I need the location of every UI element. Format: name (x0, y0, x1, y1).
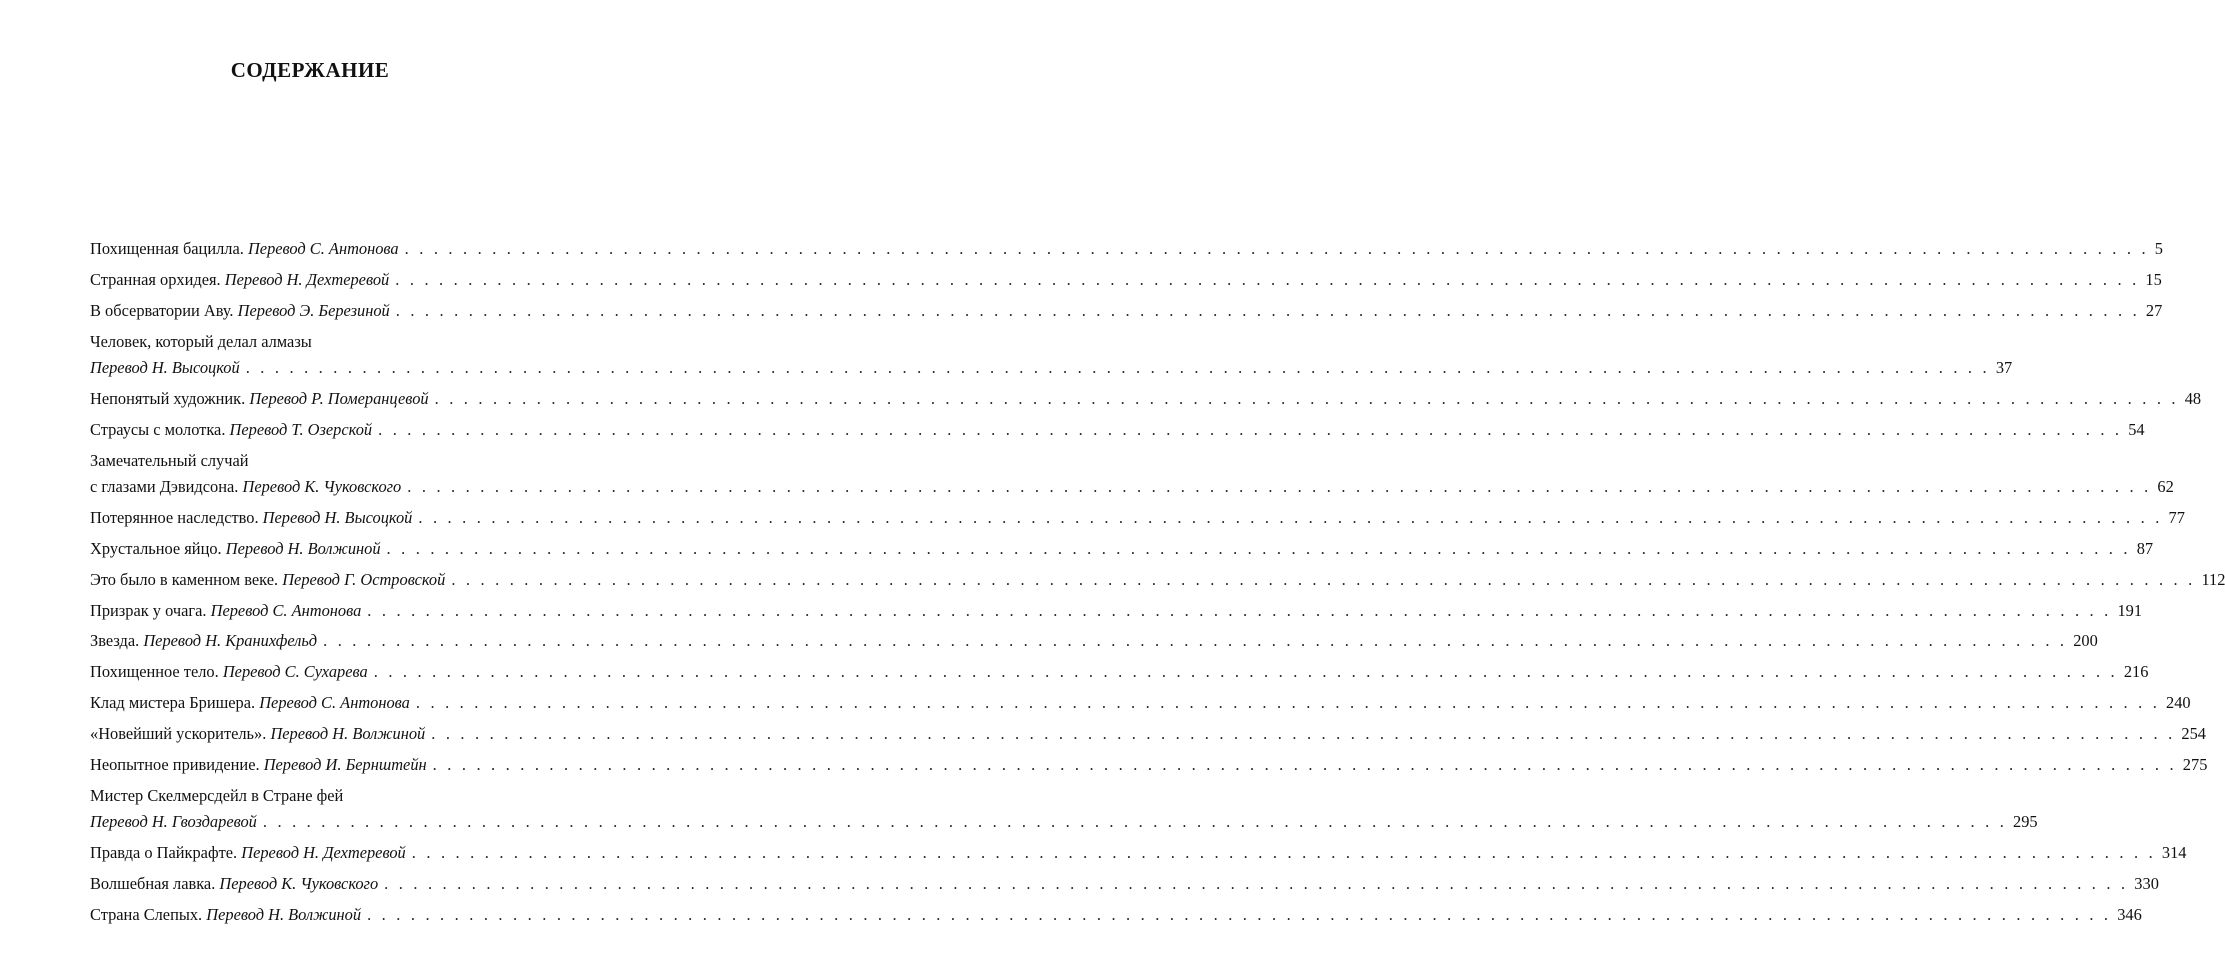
toc-entry-page-number: 314 (2161, 843, 2187, 863)
toc-entry-text (90, 871, 378, 897)
toc-entry-translator: Перевод К. Чуковского (242, 476, 402, 496)
toc-entry-row (90, 690, 2191, 716)
toc-entry-text (90, 752, 427, 778)
dot-leader: . . . . . . . . . . . . . . . . . . . . . . . . . . . . . . . . . . . . . . . . . . . . . . . . . . . . . . . . . . . . . . . . . . . . . . . . . . . . . . . . . . . . . . . . . . . . . . . . . . . . . . . . . . . . . . . . . . . . . . . . (262, 812, 2008, 832)
toc-entry (90, 628, 2098, 654)
toc-entry-title: Похищенное тело. (90, 662, 219, 682)
dot-leader: . . . . . . . . . . . . . . . . . . . . . . . . . . . . . . . . . . . . . . . . . . . . . . . . . . . . . . . . . . . . . . . . . . . . . . . . . . . . . . . . . . . . . . . . . . . . . . . . . . . . . . . . . . . . . . . . . . . . . . . . (434, 388, 2179, 408)
toc-entry (90, 386, 2202, 412)
toc-entry-page-number: 330 (2134, 873, 2159, 893)
toc-entry-text (90, 474, 401, 500)
toc-entry-translator: Перевод Н. Гвоздаревой (90, 812, 257, 832)
dot-leader: . . . . . . . . . . . . . . . . . . . . . . . . . . . . . . . . . . . . . . . . . . . . . . . . . . . . . . . . . . . . . . . . . . . . . . . . . . . . . . . . . . . . . . . . . . . . . . . . . . . . . . . . . . . . . . . . . . . . . . . . (367, 904, 2112, 924)
toc-entry-title: Похищенная бацилла. (90, 239, 244, 258)
dot-leader: . . . . . . . . . . . . . . . . . . . . . . . . . . . . . . . . . . . . . . . . . . . . . . . . . . . . . . . . . . . . . . . . . . . . . . . . . . . . . . . . . . . . . . . . . . . . . . . . . . . . . . . . . . . . . . . . . . . . . . . . (451, 569, 2196, 589)
toc-entry-translator: Перевод С. Антонова (247, 239, 399, 258)
toc-entry-row (90, 567, 2225, 593)
toc-entry-title: Волшебная лавка. (90, 873, 216, 893)
toc-entry-text (90, 902, 361, 928)
toc-entry-translator: Перевод Н. Кранихфельд (143, 631, 318, 651)
toc-entry-row (90, 598, 2143, 624)
toc-entry-row (90, 236, 2163, 262)
toc-entry-page-number: 37 (1995, 357, 2013, 377)
toc-entry-row (90, 505, 2185, 531)
toc-entry (90, 505, 2185, 531)
dot-leader: . . . . . . . . . . . . . . . . . . . . . . . . . . . . . . . . . . . . . . . . . . . . . . . . . . . . . . . . . . . . . . . . . . . . . . . . . . . . . . . . . . . . . . . . . . . . . . . . . . . . . . . . . . . . . . . . . . . . . . . . (395, 269, 2140, 289)
toc-entry-translator: Перевод Т. Озерской (229, 419, 373, 439)
toc-entry-title: Звезда. (90, 631, 140, 651)
toc-entry (90, 567, 2225, 593)
dot-leader: . . . . . . . . . . . . . . . . . . . . . . . . . . . . . . . . . . . . . . . . . . . . . . . . . . . . . . . . . . . . . . . . . . . . . . . . . . . . . . . . . . . . . . . . . . . . . . . . . . . . . . . . . . . . . . . . . . . . . . . . (395, 300, 2140, 320)
toc-entry-translator: Перевод С. Антонова (210, 600, 362, 620)
toc-entry-page-number: 346 (2117, 904, 2142, 924)
toc-entry-page-number: 87 (2136, 538, 2154, 558)
toc-entry-text (90, 628, 317, 654)
toc-entry (90, 417, 2145, 443)
toc-entry-translator: Перевод С. Сухарева (222, 662, 368, 682)
toc-entry-title: «Новейший ускоритель». (90, 724, 267, 744)
toc-entry-translator: Перевод Н. Высоцкой (90, 357, 240, 377)
toc-entry-title: Призрак у очага. (90, 600, 207, 620)
toc-entry-translator: Перевод Н. Волжиной (270, 724, 426, 744)
toc-entry-text (90, 417, 372, 443)
toc-entry-translator: Перевод С. Антонова (259, 693, 410, 713)
toc-entry-text (90, 598, 361, 624)
toc-entry-translator: Перевод Н. Волжиной (225, 538, 381, 558)
toc-entry (90, 329, 2013, 382)
toc-entry-row (90, 902, 2142, 928)
toc-entry (90, 448, 2174, 501)
toc-entry-text (90, 236, 399, 262)
toc-entry (90, 267, 2162, 293)
toc-entry-page-number: 200 (2073, 631, 2098, 651)
toc-entry-translator: Перевод Н. Волжиной (206, 904, 362, 924)
dot-leader: . . . . . . . . . . . . . . . . . . . . . . . . . . . . . . . . . . . . . . . . . . . . . . . . . . . . . . . . . . . . . . . . . . . . . . . . . . . . . . . . . . . . . . . . . . . . . . . . . . . . . . . . . . . . . . . . . . . . . . . . (373, 662, 2118, 682)
page-title: СОДЕРЖАНИЕ (230, 58, 390, 82)
toc-entry (90, 236, 2163, 262)
toc-entry-text (90, 536, 381, 562)
toc-entry-title: Странная орхидея. (90, 269, 221, 289)
toc-entry-row (90, 840, 2187, 866)
toc-entry-text (90, 298, 390, 324)
toc-entry (90, 659, 2149, 685)
toc-entry (90, 721, 2206, 747)
toc-entry-row (90, 298, 2163, 324)
toc-entry-row (90, 417, 2145, 443)
toc-entry-title: Потерянное наследство. (90, 507, 259, 527)
dot-leader: . . . . . . . . . . . . . . . . . . . . . . . . . . . . . . . . . . . . . . . . . . . . . . . . . . . . . . . . . . . . . . . . . . . . . . . . . . . . . . . . . . . . . . . . . . . . . . . . . . . . . . . . . . . . . . . . . . . . . . . . (245, 357, 1990, 377)
toc-entry-page-number: 254 (2181, 724, 2206, 744)
toc-entry-title: Неопытное привидение. (90, 754, 260, 774)
toc-entry-title: Клад мистера Бришера. (90, 693, 256, 713)
toc-entry-page-number: 240 (2166, 693, 2191, 713)
toc-entry-text (90, 690, 410, 716)
toc-entry-text (90, 505, 412, 531)
toc-entry-row (90, 809, 2038, 835)
toc-entry-translator: Перевод Г. Островской (282, 569, 446, 589)
toc-entry-page-number: 27 (2145, 300, 2163, 320)
toc-entry-text (90, 267, 389, 293)
toc-entry-translator: Перевод И. Бернштейн (263, 754, 427, 774)
dot-leader: . . . . . . . . . . . . . . . . . . . . . . . . . . . . . . . . . . . . . . . . . . . . . . . . . . . . . . . . . . . . . . . . . . . . . . . . . . . . . . . . . . . . . . . . . . . . . . . . . . . . . . . . . . . . . . . . . . . . . . . . (407, 476, 2152, 496)
toc-entry-text (90, 659, 368, 685)
toc-entry (90, 298, 2163, 324)
toc-entry (90, 598, 2143, 624)
toc-entry-title: В обсерватории Аву. (90, 300, 234, 320)
toc-entry-page-number: 15 (2145, 269, 2162, 289)
toc-entry-title: с глазами Дэвидсона. (90, 476, 239, 496)
toc-entry (90, 871, 2159, 897)
toc-entry-text (90, 721, 425, 747)
dot-leader: . . . . . . . . . . . . . . . . . . . . . . . . . . . . . . . . . . . . . . . . . . . . . . . . . . . . . . . . . . . . . . . . . . . . . . . . . . . . . . . . . . . . . . . . . . . . . . . . . . . . . . . . . . . . . . . . . . . . . . . . (431, 724, 2176, 744)
toc-entry-row (90, 474, 2174, 500)
table-of-contents (90, 236, 2225, 933)
toc-entry-page-number: 191 (2117, 600, 2143, 620)
dot-leader: . . . . . . . . . . . . . . . . . . . . . . . . . . . . . . . . . . . . . . . . . . . . . . . . . . . . . . . . . . . . . . . . . . . . . . . . . . . . . . . . . . . . . . . . . . . . . . . . . . . . . . . . . . . . . . . . . . . . . . . . (415, 693, 2161, 713)
toc-entry-translator: Перевод Р. Померанцевой (249, 388, 429, 408)
toc-entry-page-number: 5 (2154, 239, 2163, 258)
toc-entry (90, 752, 2208, 778)
dot-leader: . . . . . . . . . . . . . . . . . . . . . . . . . . . . . . . . . . . . . . . . . . . . . . . . . . . . . . . . . . . . . . . . . . . . . . . . . . . . . . . . . . . . . . . . . . . . . . . . . . . . . . . . . . . . . . . . . . . . . . . . (384, 873, 2129, 893)
dot-leader: . . . . . . . . . . . . . . . . . . . . . . . . . . . . . . . . . . . . . . . . . . . . . . . . . . . . . . . . . . . . . . . . . . . . . . . . . . . . . . . . . . . . . . . . . . . . . . . . . . . . . . . . . . . . . . . . . . . . . . . . (378, 419, 2123, 439)
toc-entry-row (90, 871, 2159, 897)
toc-entry-text (90, 386, 429, 412)
toc-entry-page-number: 54 (2128, 419, 2145, 439)
toc-entry-row (90, 721, 2206, 747)
toc-entry-row (90, 355, 2013, 381)
dot-leader: . . . . . . . . . . . . . . . . . . . . . . . . . . . . . . . . . . . . . . . . . . . . . . . . . . . . . . . . . . . . . . . . . . . . . . . . . . . . . . . . . . . . . . . . . . . . . . . . . . . . . . . . . . . . . . . . . . . . . . . . (411, 843, 2156, 863)
toc-entry (90, 536, 2154, 562)
dot-leader: . . . . . . . . . . . . . . . . . . . . . . . . . . . . . . . . . . . . . . . . . . . . . . . . . . . . . . . . . . . . . . . . . . . . . . . . . . . . . . . . . . . . . . . . . . . . . . . . . . . . . . . . . . . . . . . . . . . . . . . . (323, 631, 2068, 651)
toc-entry-page-number: 275 (2182, 754, 2208, 774)
toc-entry-page-number: 77 (2168, 507, 2185, 527)
toc-entry-text (90, 840, 406, 866)
toc-entry-row (90, 267, 2162, 293)
dot-leader: . . . . . . . . . . . . . . . . . . . . . . . . . . . . . . . . . . . . . . . . . . . . . . . . . . . . . . . . . . . . . . . . . . . . . . . . . . . . . . . . . . . . . . . . . . . . . . . . . . . . . . . . . . . . . . . . . . . . . . . . (386, 538, 2131, 558)
toc-entry-row (90, 659, 2149, 685)
toc-entry-title: Хрустальное яйцо. (90, 538, 222, 558)
toc-entry-page-number: 62 (2157, 476, 2174, 496)
toc-entry-title: Страусы с молотка. (90, 419, 226, 439)
toc-entry-translator: Перевод Э. Березиной (237, 300, 390, 320)
toc-entry (90, 783, 2038, 836)
toc-entry-text (90, 567, 445, 593)
toc-entry-translator: Перевод Н. Дехтеревой (224, 269, 390, 289)
toc-entry-title-line: Человек, который делал алмазы (90, 331, 312, 351)
toc-entry (90, 690, 2191, 716)
toc-entry-title: Правда о Пайкрафте. (90, 843, 238, 863)
toc-entry-translator: Перевод К. Чуковского (219, 873, 379, 893)
toc-entry-title-line: Замечательный случай (90, 450, 249, 470)
toc-entry-title: Страна Слепых. (90, 904, 203, 924)
toc-entry-row (90, 752, 2208, 778)
toc-entry (90, 902, 2142, 928)
toc-entry-row (90, 386, 2202, 412)
toc-entry-row (90, 628, 2098, 654)
toc-entry-row (90, 536, 2154, 562)
dot-leader: . . . . . . . . . . . . . . . . . . . . . . . . . . . . . . . . . . . . . . . . . . . . . . . . . . . . . . . . . . . . . . . . . . . . . . . . . . . . . . . . . . . . . . . . . . . . . . . . . . . . . . . . . . . . . . . . . . . . . . . . (404, 239, 2149, 258)
toc-entry-text (90, 355, 240, 381)
toc-entry-title: Непонятый художник. (90, 388, 246, 408)
dot-leader: . . . . . . . . . . . . . . . . . . . . . . . . . . . . . . . . . . . . . . . . . . . . . . . . . . . . . . . . . . . . . . . . . . . . . . . . . . . . . . . . . . . . . . . . . . . . . . . . . . . . . . . . . . . . . . . . . . . . . . . . (367, 600, 2112, 620)
toc-entry-page-number: 48 (2184, 388, 2202, 408)
toc-entry-title-line: Мистер Скелмерсдейл в Стране фей (90, 785, 344, 805)
dot-leader: . . . . . . . . . . . . . . . . . . . . . . . . . . . . . . . . . . . . . . . . . . . . . . . . . . . . . . . . . . . . . . . . . . . . . . . . . . . . . . . . . . . . . . . . . . . . . . . . . . . . . . . . . . . . . . . . . . . . . . . . (418, 507, 2163, 527)
toc-entry-translator: Перевод Н. Дехтеревой (241, 843, 406, 863)
toc-entry (90, 840, 2187, 866)
toc-entry-title: Это было в каменном веке. (90, 569, 279, 589)
toc-entry-text (90, 809, 257, 835)
dot-leader: . . . . . . . . . . . . . . . . . . . . . . . . . . . . . . . . . . . . . . . . . . . . . . . . . . . . . . . . . . . . . . . . . . . . . . . . . . . . . . . . . . . . . . . . . . . . . . . . . . . . . . . . . . . . . . . . . . . . . . . . (432, 754, 2177, 774)
toc-entry-page-number: 295 (2013, 812, 2038, 832)
toc-entry-translator: Перевод Н. Высоцкой (262, 507, 413, 527)
toc-entry-page-number: 216 (2123, 662, 2149, 682)
toc-entry-page-number: 112 (2201, 569, 2225, 589)
